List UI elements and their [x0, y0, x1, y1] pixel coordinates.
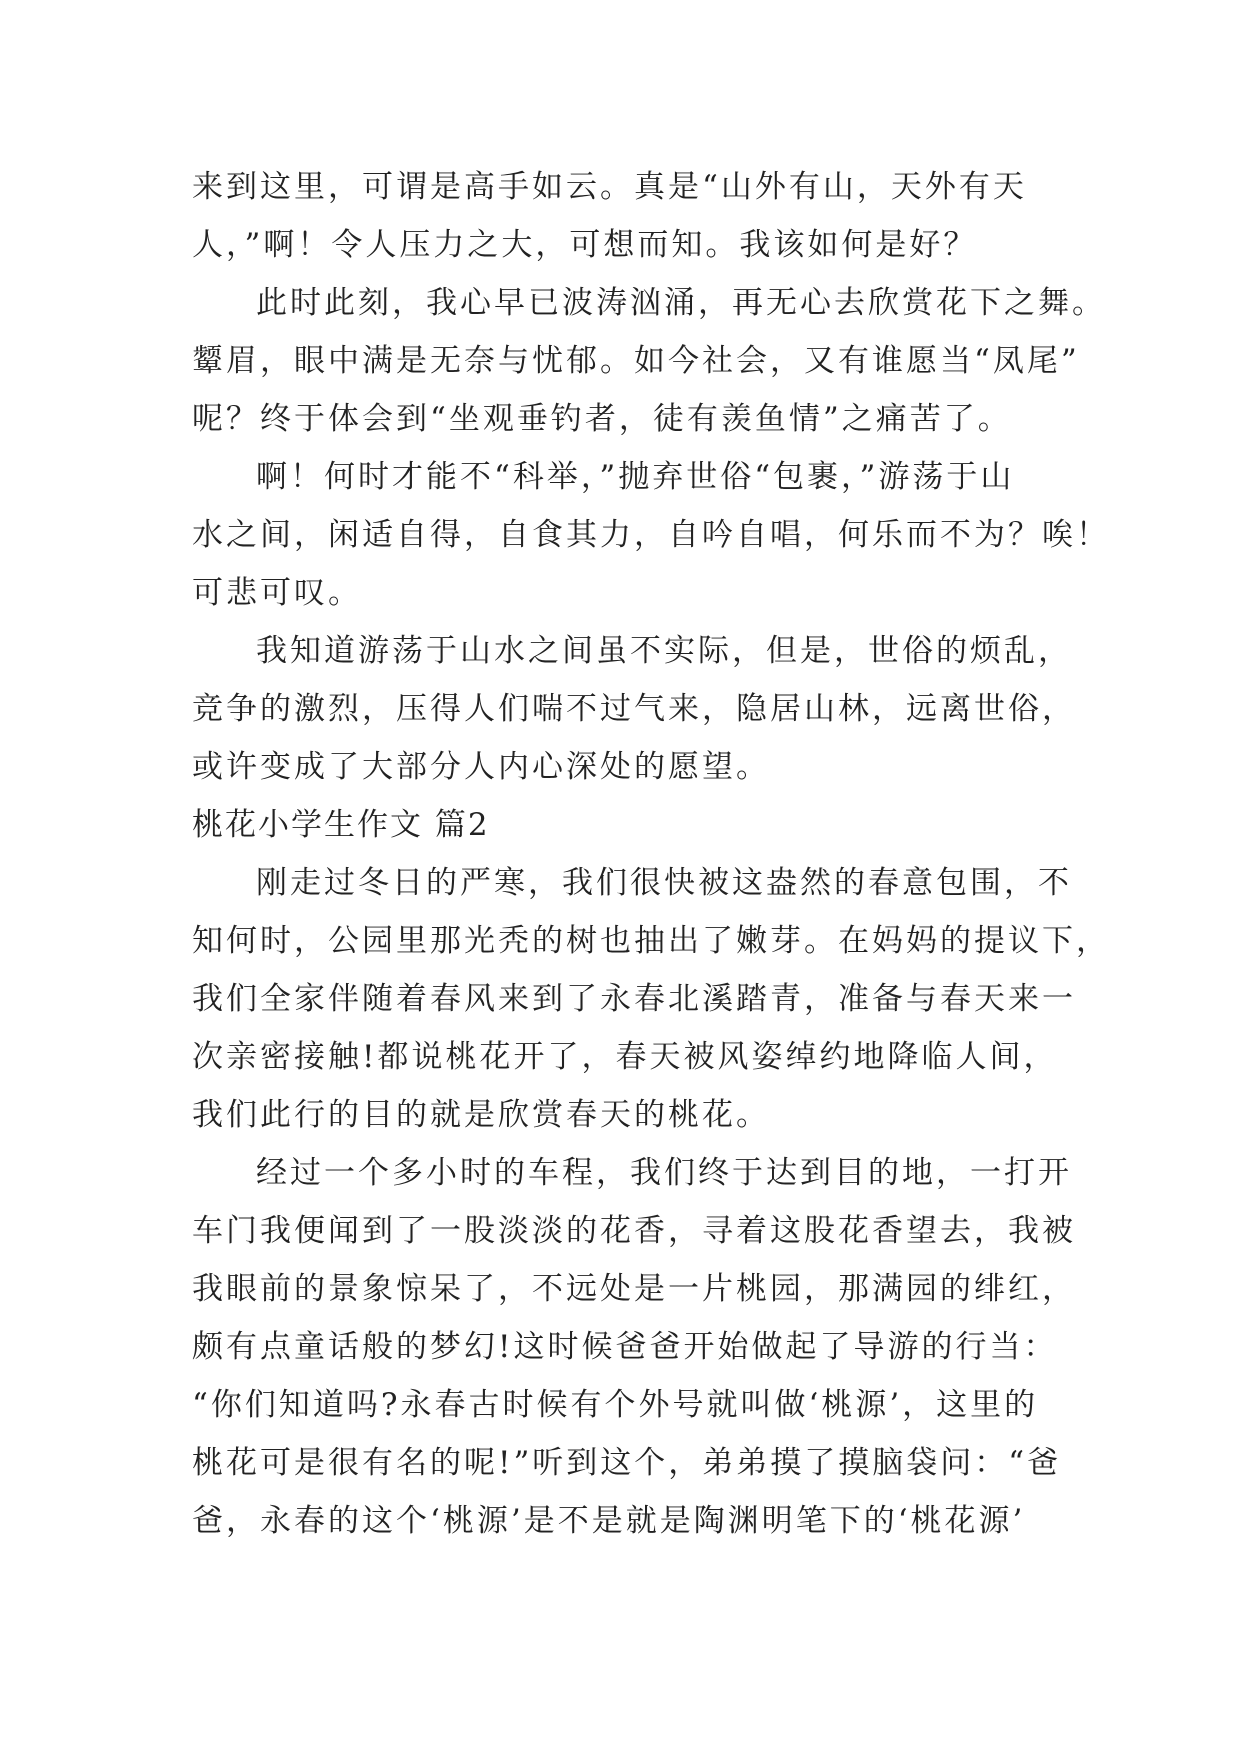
text-line: 呢？终于体会到“坐观垂钓者，徒有羡鱼情”之痛苦了。	[192, 401, 1012, 437]
text-line: 水之间，闲适自得，自食其力，自吟自唱，何乐而不为？唉！	[192, 517, 1110, 553]
text-line: 可悲可叹。	[192, 575, 362, 611]
paragraph-start-line: 经过一个多小时的车程，我们终于达到目的地，一打开	[256, 1155, 1072, 1191]
text-line: 颦眉，眼中满是无奈与忧郁。如今社会，又有谁愿当“凤尾”	[192, 343, 1080, 379]
text-line: 竞争的激烈，压得人们喘不过气来，隐居山林，远离世俗，	[192, 691, 1076, 727]
text-line: 颇有点童话般的梦幻!这时候爸爸开始做起了导游的行当：	[192, 1329, 1058, 1365]
paragraph-start-line: 刚走过冬日的严寒，我们很快被这盎然的春意包围，不	[256, 865, 1072, 901]
text-line: 我们全家伴随着春风来到了永春北溪踏青，准备与春天来一	[192, 981, 1076, 1017]
text-line: 我们此行的目的就是欣赏春天的桃花。	[192, 1097, 770, 1133]
section-heading: 桃花小学生作文 篇2	[192, 807, 490, 843]
text-line: 人，”啊！令人压力之大，可想而知。我该如何是好？	[192, 227, 978, 263]
text-line: 次亲密接触!都说桃花开了，春天被风姿绰约地降临人间，	[192, 1039, 1058, 1075]
text-line: “你们知道吗?永春古时候有个外号就叫做‘桃源’，这里的	[192, 1387, 1039, 1423]
text-line: 车门我便闻到了一股淡淡的花香，寻着这股花香望去，我被	[192, 1213, 1076, 1249]
text-line: 我眼前的景象惊呆了，不远处是一片桃园，那满园的绯红，	[192, 1271, 1076, 1307]
text-line: 或许变成了大部分人内心深处的愿望。	[192, 749, 770, 785]
text-line: 桃花可是很有名的呢!”听到这个，弟弟摸了摸脑袋问：“爸	[192, 1445, 1062, 1481]
document-body	[192, 158, 1110, 1550]
text-line: 知何时，公园里那光秃的树也抽出了嫩芽。在妈妈的提议下，	[192, 923, 1110, 959]
text-line: 爸，永春的这个‘桃源’是不是就是陶渊明笔下的‘桃花源’	[192, 1503, 1026, 1539]
paragraph-start-line: 此时此刻，我心早已波涛汹涌，再无心去欣赏花下之舞。	[256, 285, 1106, 321]
paragraph-start-line: 啊！何时才能不“科举，”抛弃世俗“包裹，”游荡于山	[256, 459, 1015, 495]
paragraph-start-line: 我知道游荡于山水之间虽不实际，但是，世俗的烦乱，	[256, 633, 1072, 669]
text-line: 来到这里，可谓是高手如云。真是“山外有山，天外有天	[192, 169, 1027, 205]
